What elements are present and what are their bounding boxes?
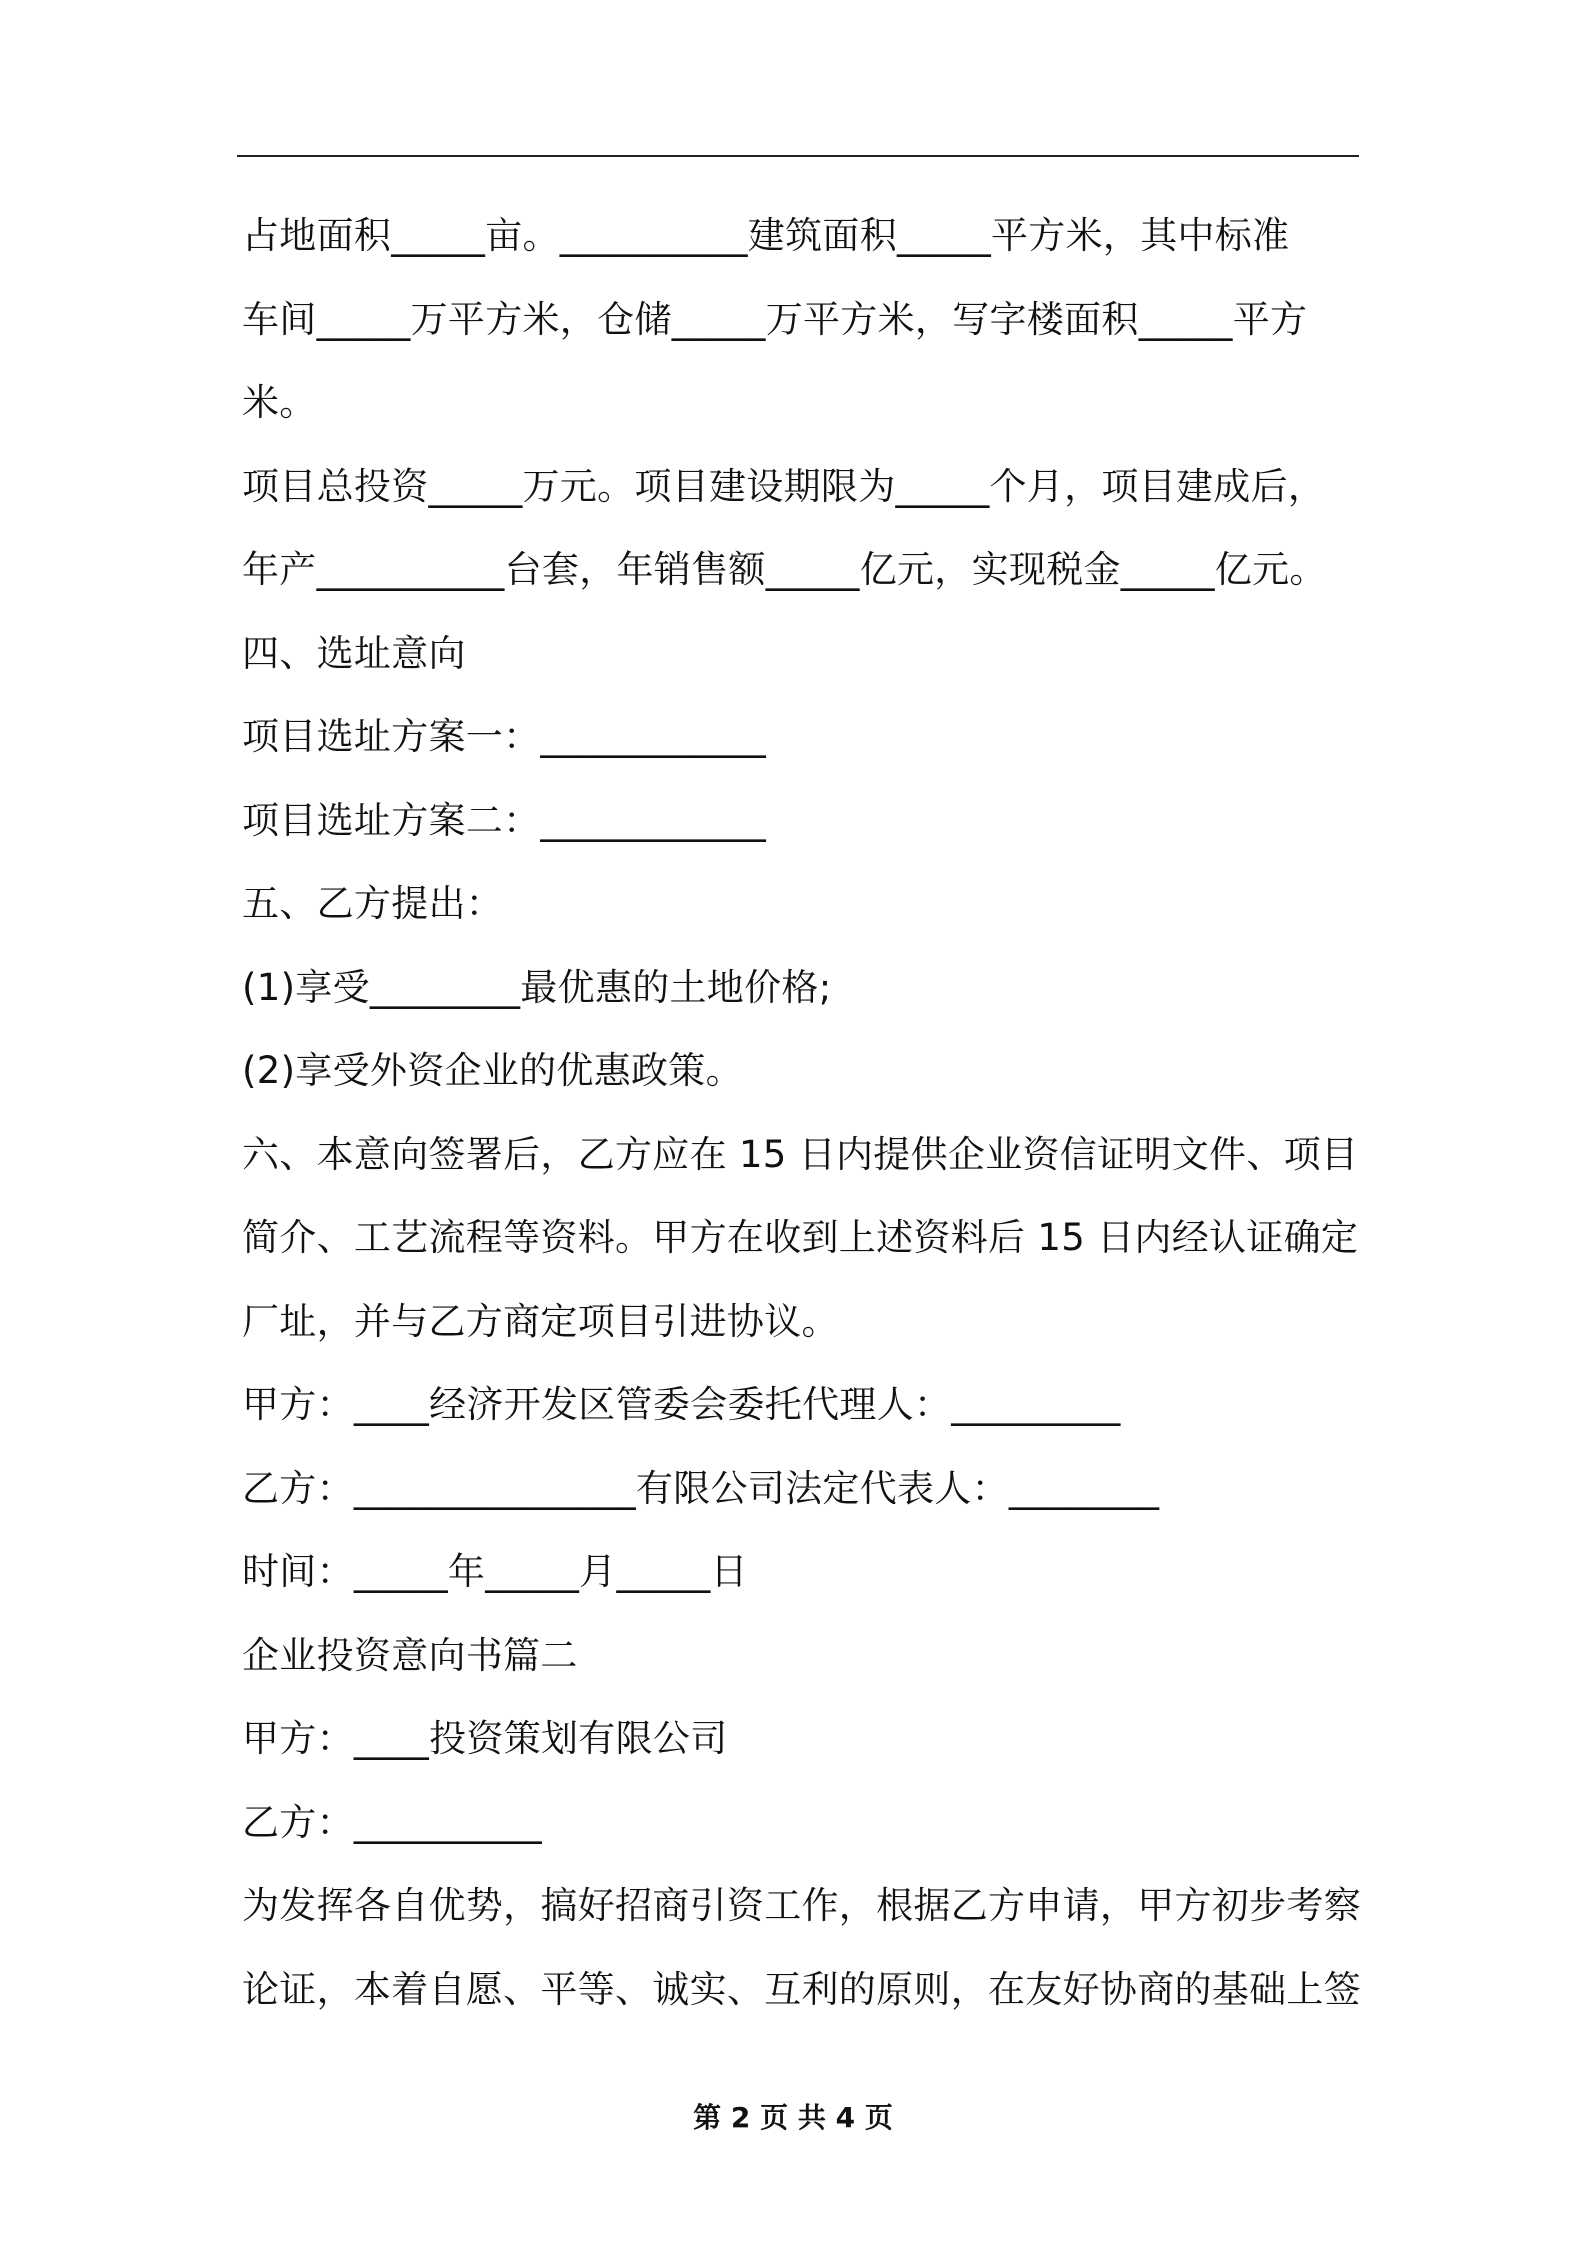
section-heading: 五、乙方提出： <box>242 882 504 925</box>
text-line: 六、本意向签署后，乙方应在 15 日内提供企业资信证明文件、项目 <box>242 1132 1359 1176</box>
signature-line-party-b: 乙方：_______________有限公司法定代表人：________ <box>242 1466 1160 1510</box>
text-line: 米。 <box>242 381 317 424</box>
list-item: (1)享受________最优惠的土地价格; <box>242 965 832 1009</box>
document-body <box>242 194 1362 2031</box>
section-title: 企业投资意向书篇二 <box>242 1633 578 1677</box>
section-heading: 四、选址意向 <box>242 631 466 675</box>
text-line: 为发挥各自优势，搞好招商引资工作，根据乙方申请，甲方初步考察 <box>242 1884 1361 1927</box>
text-line: 简介、工艺流程等资料。甲方在收到上述资料后 15 日内经认证确定 <box>242 1216 1359 1259</box>
date-line: 时间：_____年_____月_____日 <box>242 1550 748 1593</box>
signature-line-party-a: 甲方：____经济开发区管委会委托代理人：_________ <box>242 1383 1121 1426</box>
text-line: 项目总投资_____万元。项目建设期限为_____个月，项目建成后， <box>242 464 1326 508</box>
party-b-line: 乙方：__________ <box>242 1800 542 1844</box>
text-line: 厂址，并与乙方商定项目引进协议。 <box>242 1299 839 1343</box>
text-line: 占地面积_____亩。__________建筑面积_____平方米，其中标准 <box>242 214 1290 257</box>
text-line: 车间_____万平方米，仓储_____万平方米，写字楼面积_____平方 <box>242 297 1308 341</box>
list-item: (2)享受外资企业的优惠政策。 <box>242 1049 743 1092</box>
header-divider <box>237 155 1359 157</box>
text-line: 论证，本着自愿、平等、诚实、互利的原则，在友好协商的基础上签 <box>242 1967 1361 2011</box>
party-a-line: 甲方：____投资策划有限公司 <box>242 1717 728 1760</box>
text-line: 年产__________台套，年销售额_____亿元，实现税金_____亿元。 <box>242 548 1327 591</box>
text-line: 项目选址方案一：____________ <box>242 715 766 758</box>
text-line: 项目选址方案二：____________ <box>242 798 766 842</box>
page-number: 第 2 页 共 4 页 <box>693 2101 893 2134</box>
